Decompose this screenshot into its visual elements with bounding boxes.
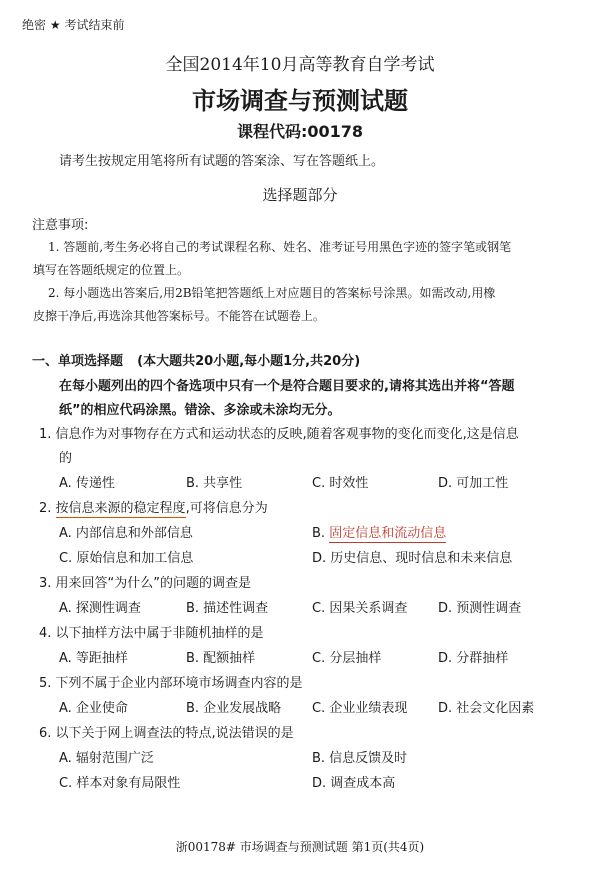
question-5-option-a: A. 企业使命	[59, 701, 128, 716]
question-5-option-b: B. 企业发展战略	[186, 701, 282, 716]
question-4-option-b: B. 配额抽样	[186, 651, 256, 666]
question-2-stem: 2. 按信息来源的稳定程度,可将信息分为	[39, 501, 268, 516]
highlighted-answer: 固定信息和流动信息	[329, 526, 447, 541]
highlighted-phrase: 按信息来源的稳定程度	[55, 501, 186, 516]
question-5-stem: 5. 下列不属于企业内部环境市场调查内容的是	[39, 676, 303, 691]
question-2-option-d: D. 历史信息、现时信息和未来信息	[312, 551, 513, 566]
question-3-option-b: B. 描述性调查	[186, 601, 269, 616]
question-3-option-c: C. 因果关系调查	[312, 601, 408, 616]
question-6-option-a: A. 辐射范围广泛	[59, 751, 154, 766]
question-4-stem: 4. 以下抽样方法中属于非随机抽样的是	[39, 626, 264, 641]
note-item-1-cont: 填写在答题纸规定的位置上。	[33, 263, 190, 277]
part-description-cont: 纸”的相应代码涂黑。错涂、多涂或未涂均无分。	[59, 403, 341, 418]
page-title: 市场调查与预测试题	[192, 87, 408, 115]
course-code: 课程代码:00178	[236, 122, 364, 141]
part-description: 在每小题列出的四个备选项中只有一个是符合题目要求的,请将其选出并将“答题	[59, 379, 515, 394]
confidential-label: 绝密 ★ 考试结束前	[22, 18, 125, 32]
question-3-option-d: D. 预测性调查	[438, 601, 522, 616]
question-2-option-c: C. 原始信息和加工信息	[59, 551, 194, 566]
notes-title: 注意事项:	[32, 218, 89, 233]
question-6-option-c: C. 样本对象有局限性	[59, 776, 181, 791]
question-5-option-d: D. 社会文化因素	[438, 701, 535, 716]
question-3-stem: 3. 用来回答“为什么”的问题的调查是	[39, 576, 252, 591]
question-1-option-c: C. 时效性	[312, 476, 369, 491]
exam-title: 全国2014年10月高等教育自学考试	[165, 55, 435, 75]
question-6-stem: 6. 以下关于网上调查法的特点,说法错误的是	[39, 726, 294, 741]
star-icon: ★	[49, 18, 61, 32]
question-4-option-d: D. 分群抽样	[438, 651, 509, 666]
page-footer: 浙00178# 市场调查与预测试题 第1页(共4页)	[175, 840, 425, 854]
question-2-option-a: A. 内部信息和外部信息	[59, 526, 193, 541]
question-6-option-d: D. 调查成本高	[312, 776, 396, 791]
question-5-option-c: C. 企业业绩表现	[312, 701, 408, 716]
question-4-option-a: A. 等距抽样	[59, 651, 128, 666]
question-1-stem: 1. 信息作为对事物存在方式和运动状态的反映,随着客观事物的变化而变化,这是信息	[39, 427, 519, 442]
question-1-option-a: A. 传递性	[59, 476, 115, 491]
part-heading: 一、单项选择题 (本大题共20小题,每小题1分,共20分)	[32, 354, 361, 369]
question-6-option-b: B. 信息反馈及时	[312, 751, 408, 766]
question-3-option-a: A. 探测性调查	[59, 601, 141, 616]
note-item-2-cont: 皮擦干净后,再选涂其他答案标号。不能答在试题卷上。	[33, 309, 325, 323]
question-1-stem-cont: 的	[59, 451, 73, 466]
note-item-2: 2. 每小题选出答案后,用2B铅笔把答题纸上对应题目的答案标号涂黑。如需改动,用橡	[48, 286, 496, 300]
question-1-option-b: B. 共享性	[186, 476, 243, 491]
answer-instruction: 请考生按规定用笔将所有试题的答案涂、写在答题纸上。	[59, 154, 385, 169]
question-1-option-d: D. 可加工性	[438, 476, 509, 491]
question-2-option-b: B. 固定信息和流动信息	[312, 526, 447, 541]
note-item-1: 1. 答题前,考生务必将自己的考试课程名称、姓名、准考证号用黑色字迹的签字笔或钢笔	[48, 240, 512, 254]
question-4-option-c: C. 分层抽样	[312, 651, 382, 666]
section-title: 选择题部分	[262, 186, 338, 204]
